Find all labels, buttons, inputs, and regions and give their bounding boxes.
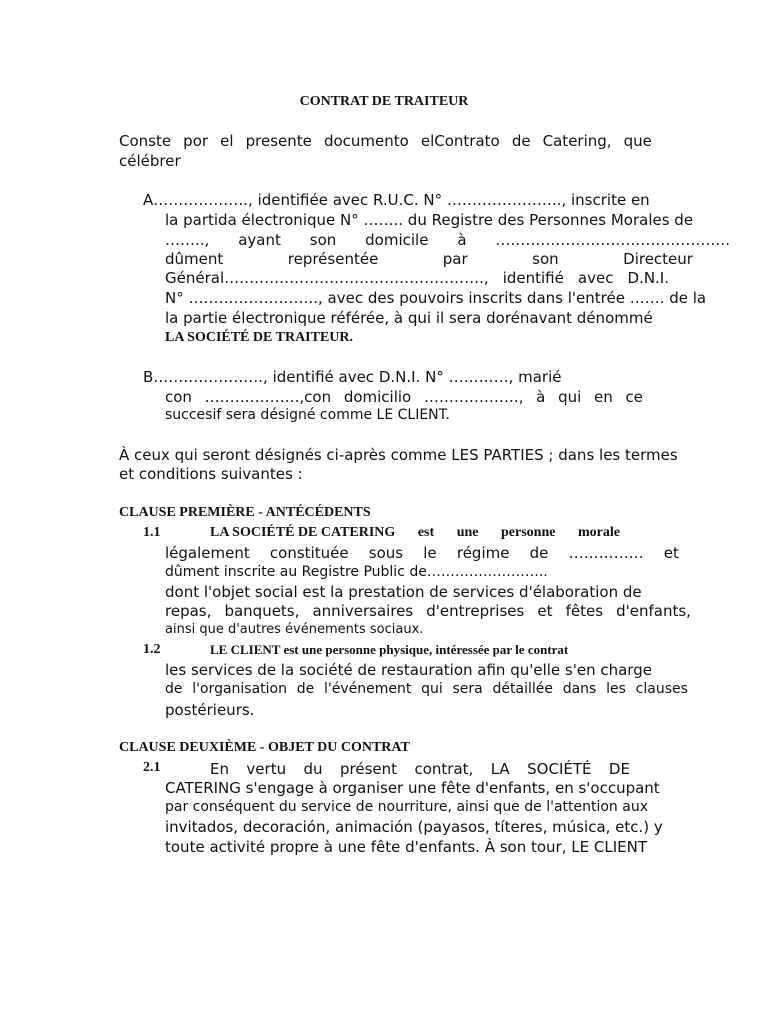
word: présent: [340, 760, 398, 778]
party-b-line-2: [165, 388, 643, 406]
word: sous: [368, 544, 404, 562]
word: domicile: [365, 231, 429, 249]
clause-1-1-number: 1.1: [143, 525, 161, 540]
party-a-line-3: [165, 231, 730, 249]
clause-1-1-line-1: [210, 525, 620, 541]
word: dûment: [165, 250, 224, 268]
word: D.N.I.: [627, 269, 669, 287]
party-b-line-1: B…………………., identifié avec D.N.I. N° …………, marié: [143, 368, 562, 386]
clause-2-1-line-4: invitados, decoración, animación (payasos, títeres, música, etc.) y: [165, 818, 663, 836]
word: contrat,: [414, 760, 474, 778]
word: Général…………………………………………….,: [165, 269, 489, 287]
word: repas,: [165, 602, 212, 620]
party-a-line-5: [165, 269, 669, 287]
word: LA: [490, 760, 510, 778]
word: domicilio: [343, 388, 412, 406]
word: ………………………………………..: [495, 231, 730, 249]
word: identifié: [502, 269, 564, 287]
clause-1-2-line-1: LE CLIENT est une personne physique, intéressée par le contrat: [210, 642, 569, 657]
word: à: [457, 231, 467, 249]
word: son: [532, 250, 559, 268]
word: dans: [562, 681, 597, 697]
word: en: [593, 388, 613, 406]
party-a-line-4: [165, 250, 693, 268]
word: con: [165, 388, 192, 406]
word: légalement: [165, 544, 250, 562]
word: Conste: [119, 132, 172, 150]
party-a-line-8: LA SOCIÉTÉ DE TRAITEUR.: [165, 330, 354, 345]
clause-2-1-line-2: CATERING s'engage à organiser une fête d'enfants, en s'occupant: [165, 779, 660, 797]
word: personne: [501, 525, 556, 540]
clause-2-1-line-1: [210, 760, 630, 778]
clause-1-2-number: 1.2: [143, 642, 161, 657]
word: ……..,: [165, 231, 210, 249]
word: à: [536, 388, 546, 406]
party-a-line-2: la partida électronique N° …….. du Registre des Personnes Morales de: [165, 211, 694, 229]
clause-2-1-number: 2.1: [143, 760, 161, 775]
word: vertu: [246, 760, 287, 778]
clause-1-1-line-6: ainsi que d'autres événements sociaux.: [165, 622, 424, 637]
parties-line-2: et conditions suivantes :: [119, 465, 303, 483]
parties-line-1: À ceux qui seront désignés ci-après comme LES PARTIES ; dans les termes: [119, 446, 678, 464]
word: qui: [421, 681, 443, 697]
word: de: [511, 132, 531, 150]
word: clauses: [635, 681, 688, 697]
word: le: [423, 544, 437, 562]
intro-line-2: célébrer: [119, 152, 181, 170]
word: qui: [558, 388, 582, 406]
word: por: [183, 132, 209, 150]
word: ayant: [238, 231, 281, 249]
document-title: CONTRAT DE TRAITEUR: [299, 94, 469, 109]
word: son: [309, 231, 337, 249]
word: que: [623, 132, 652, 150]
intro-line-1: [119, 132, 652, 150]
word: et: [663, 544, 679, 562]
word: détaillée: [492, 681, 553, 697]
word: En: [210, 760, 229, 778]
word: ce: [625, 388, 643, 406]
party-a-line-7: la partie électronique référée, à qui il sera dorénavant dénommé: [165, 309, 653, 327]
word: constituée: [269, 544, 349, 562]
word: el: [220, 132, 234, 150]
word: Directeur: [623, 250, 693, 268]
word: ……………….,: [423, 388, 524, 406]
word: avec: [577, 269, 614, 287]
word: Catering,: [542, 132, 612, 150]
clause-1-1-line-5: [165, 602, 691, 620]
word: est: [417, 525, 435, 540]
word: SOCIÉTÉ: [527, 760, 592, 778]
word: presente: [245, 132, 312, 150]
word: banquets,: [224, 602, 300, 620]
clause-1-1-line-4: dont l'objet social est la prestation de services d'élaboration de: [165, 583, 642, 601]
word: anniversaires: [312, 602, 414, 620]
word: fêtes: [565, 602, 604, 620]
word: de: [296, 681, 315, 697]
word: LA SOCIÉTÉ DE CATERING: [210, 525, 396, 540]
clause-1-1-line-3: dûment inscrite au Registre Public de……………………..: [165, 564, 548, 580]
word: une: [456, 525, 479, 540]
word: de: [165, 681, 183, 697]
word: d'entreprises: [426, 602, 525, 620]
word: documento: [323, 132, 409, 150]
party-a-line-6: N° …………………….., avec des pouvoirs inscrits dans l'entrée ……. de la: [165, 289, 707, 307]
word: et: [537, 602, 553, 620]
word: DE: [608, 760, 630, 778]
word: par: [442, 250, 468, 268]
word: ……………: [568, 544, 644, 562]
word: ……………….,con: [204, 388, 332, 406]
clause-1-2-line-3: [165, 681, 688, 697]
word: représentée: [287, 250, 379, 268]
clause-1-1-line-2: [165, 544, 679, 562]
word: régime: [456, 544, 510, 562]
clause-1-2-line-4: postérieurs.: [165, 701, 255, 719]
word: elContrato: [420, 132, 500, 150]
clause-2-1-line-5: toute activité propre à une fête d'enfants. À son tour, LE CLIENT: [165, 838, 647, 856]
party-b-line-3: succesif sera désigné comme LE CLIENT.: [165, 407, 450, 423]
word: de: [529, 544, 549, 562]
word: l'événement: [323, 681, 412, 697]
word: d'enfants,: [616, 602, 691, 620]
word: l'organisation: [192, 681, 287, 697]
clause-1-heading: CLAUSE PREMIÈRE - ANTÉCÉDENTS: [119, 505, 371, 520]
word: morale: [578, 525, 620, 540]
word: sera: [452, 681, 483, 697]
clause-2-heading: CLAUSE DEUXIÈME - OBJET DU CONTRAT: [119, 740, 410, 755]
party-a-line-1: A………………., identifiée avec R.U.C. N° ………………….., inscrite en: [143, 191, 650, 209]
clause-2-1-line-3: par conséquent du service de nourriture, ainsi que de l'attention aux: [165, 799, 648, 815]
word: du: [303, 760, 323, 778]
word: les: [606, 681, 626, 697]
clause-1-2-line-2: les services de la société de restauration afin qu'elle s'en charge: [165, 661, 652, 679]
